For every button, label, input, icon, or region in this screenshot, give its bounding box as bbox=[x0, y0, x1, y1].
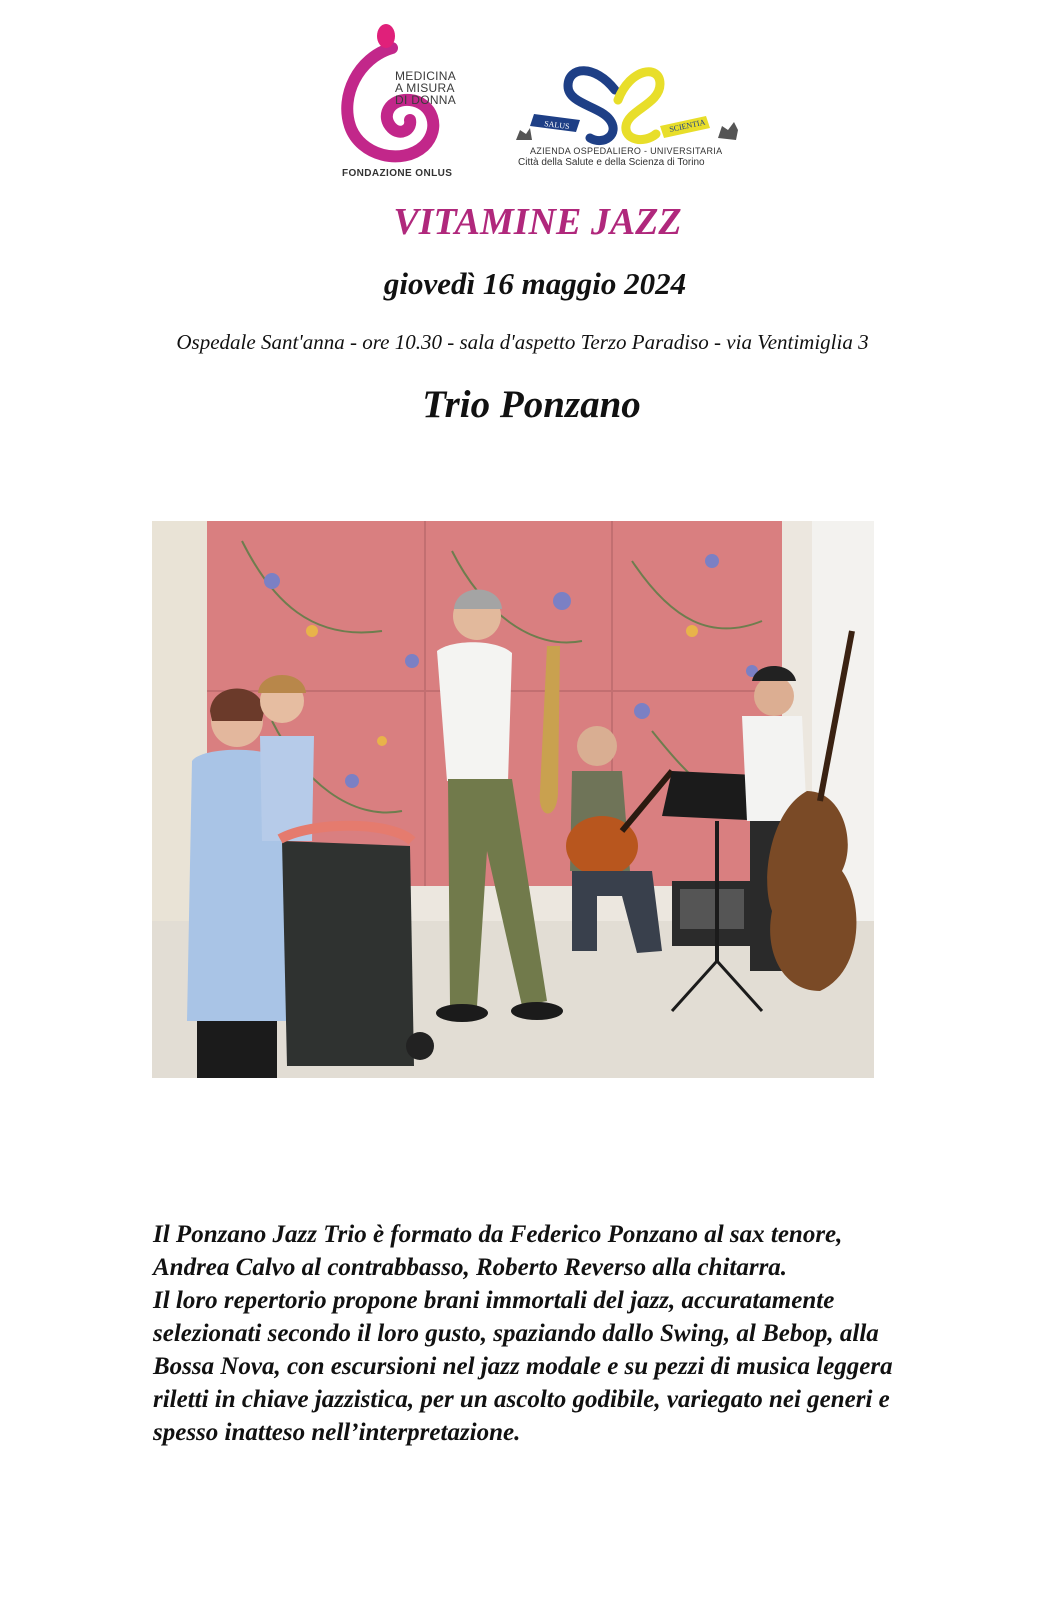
logo-citta-della-salute bbox=[510, 60, 750, 175]
logo-name-line: DI DONNA bbox=[395, 93, 457, 107]
ribbon-left-label: SALUS bbox=[543, 119, 571, 132]
logo-name-line: A MISURA bbox=[395, 81, 455, 95]
event-title: VITAMINE JAZZ bbox=[393, 201, 682, 243]
logo-footer-text: FONDAZIONE ONLUS bbox=[342, 168, 453, 179]
event-date: giovedì 16 maggio 2024 bbox=[383, 266, 687, 301]
description bbox=[153, 1218, 893, 1449]
event-venue: Ospedale Sant'anna - ore 10.30 - sala d'aspetto Terzo Paradiso - via Ventimiglia 3 bbox=[176, 330, 869, 354]
heraldic-lion-icon bbox=[516, 128, 532, 140]
ribbon-right-label: SCIENTIA bbox=[668, 117, 707, 134]
logo-medicina-a-misura-di-donna bbox=[336, 18, 476, 183]
band-photo bbox=[152, 521, 874, 1078]
salus-scientia-emblem-icon bbox=[510, 60, 750, 148]
description-paragraph-1: Il Ponzano Jazz Trio è formato da Federico Ponzano al sax tenore, Andrea Calvo al contrabbasso, Roberto Reverso alla chitarra. bbox=[153, 1221, 843, 1281]
band-name: Trio Ponzano bbox=[422, 383, 641, 426]
band-photo-illustration bbox=[152, 521, 874, 1078]
logo-right-line1: AZIENDA OSPEDALIERO - UNIVERSITARIA bbox=[530, 146, 723, 156]
heraldic-bull-icon bbox=[718, 122, 738, 140]
logo-name-line: MEDICINA bbox=[395, 69, 457, 83]
logo-right-line2: Città della Salute e della Scienza di Torino bbox=[518, 157, 705, 168]
description-paragraph-2: Il loro repertorio propone brani immortali del jazz, accuratamente selezionati secondo il loro gusto, spaziando dallo Swing, al Bebop, alla Bossa Nova, con escursioni nel jazz modale e su pezzi di musica leggera riletti in chiave jazzistica, per un ascolto godibile, variegato nei generi e spesso inatteso nell’interpretazione. bbox=[153, 1287, 893, 1446]
logo-name-lines bbox=[395, 70, 475, 106]
